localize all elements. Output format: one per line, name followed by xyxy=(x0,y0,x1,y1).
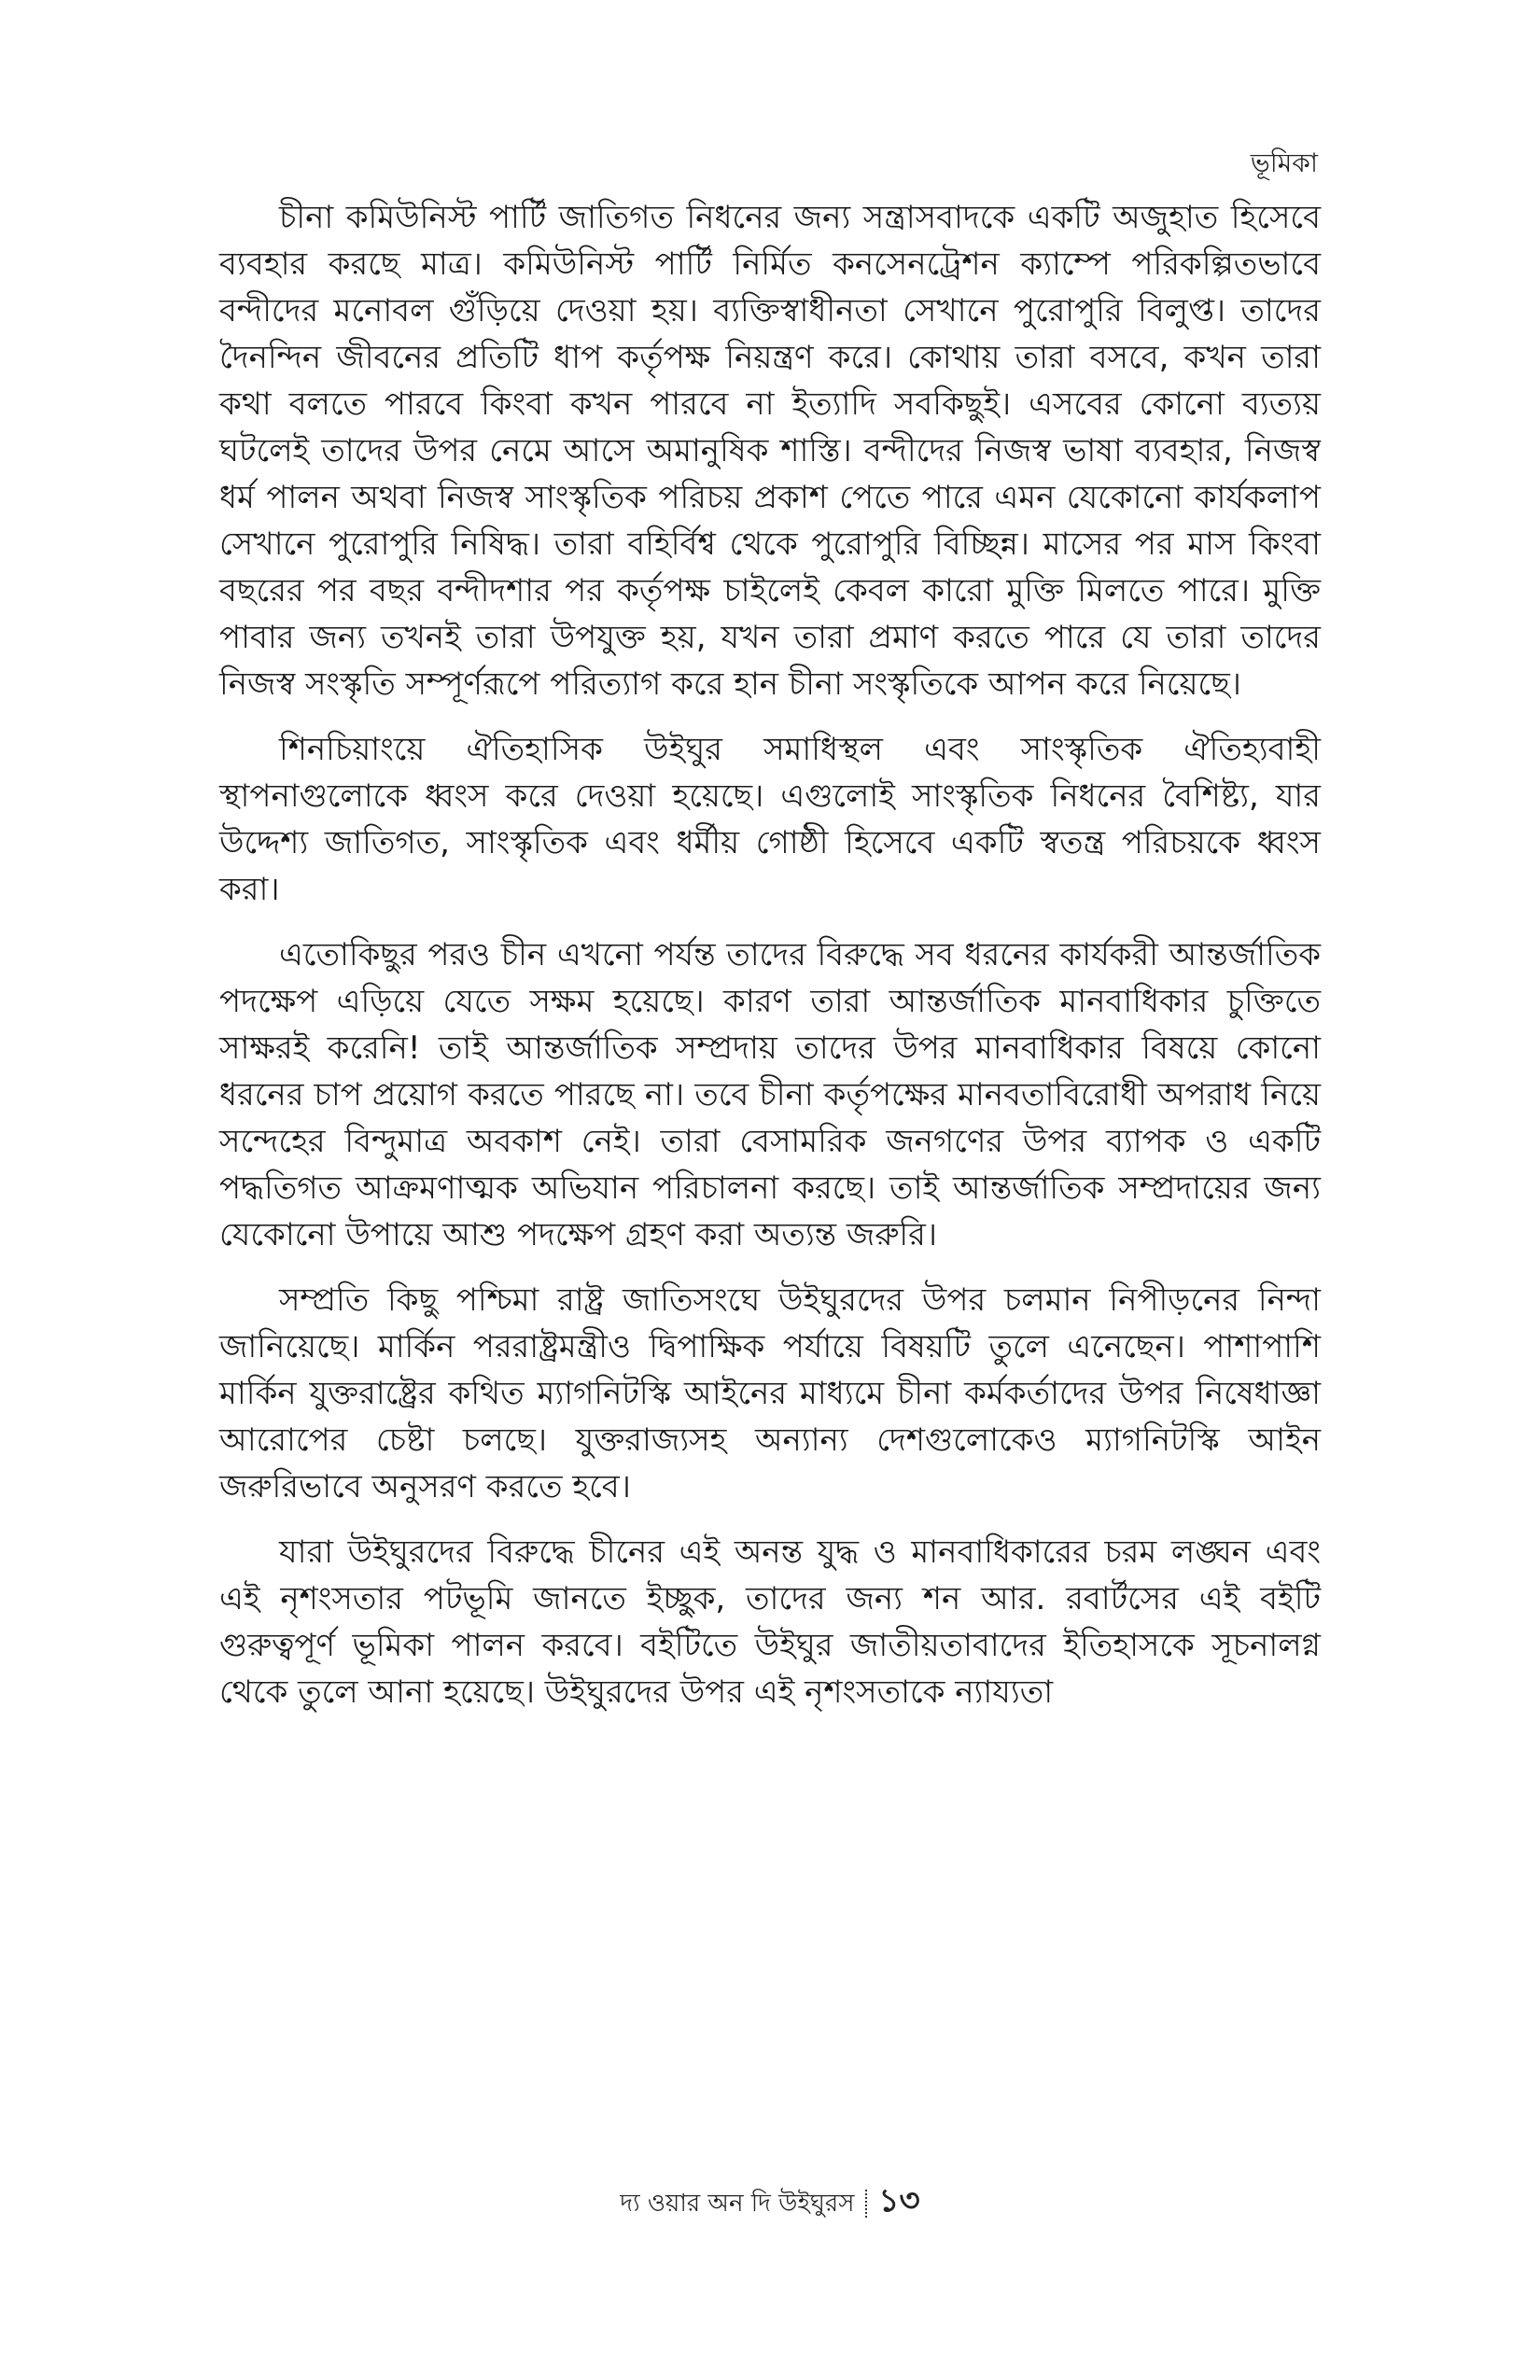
running-header: ভূমিকা xyxy=(1250,147,1318,178)
footer-book-title: দ্য ওয়ার অন দি উইঘুরস xyxy=(620,2190,855,2218)
paragraph-5: যারা উইঘুরদের বিরুদ্ধে চীনের এই অনন্ত যুদ্ধ ও মানবাধিকারের চরম লঙ্ঘন এবং এই নৃশংসতার পটভূমি জানতে ইচ্ছুক, তাদের জন্য শন আর. রবার্টসের এই বইটি গুরুত্বপূর্ণ ভূমিকা পালন করবে। বইটিতে উইঘুর জাতীয়তাবাদের ইতিহাসকে সূচনালগ্ন থেকে তুলে আনা হয়েছে। উইঘুরদের উপর এই নৃশংসতাকে ন্যায্যতা xyxy=(219,1533,1321,1711)
paragraph-4: সম্প্রতি কিছু পশ্চিমা রাষ্ট্র জাতিসংঘে উইঘুরদের উপর চলমান নিপীড়নের নিন্দা জানিয়েছে। মার্কিন পররাষ্ট্রমন্ত্রীও দ্বিপাক্ষিক পর্যায়ে বিষয়টি তুলে এনেছেন। পাশাপাশি মার্কিন যুক্তরাষ্ট্রের কথিত ম্যাগনিটস্কি আইনের মাধ্যমে চীনা কর্মকর্তাদের উপর নিষেধাজ্ঞা আরোপের চেষ্টা চলছে। যুক্তরাজ্যসহ অন্যান্য দেশগুলোকেও ম্যাগনিটস্কি আইন জরুরিভাবে অনুসরণ করতে হবে। xyxy=(219,1281,1321,1505)
page-number: ১৩ xyxy=(878,2182,920,2219)
paragraph-2: শিনচিয়াংয়ে ঐতিহাসিক উইঘুর সমাধিস্থল এবং সাংস্কৃতিক ঐতিহ্যবাহী স্থাপনাগুলোকে ধ্বংস করে দেওয়া হয়েছে। এগুলোই সাংস্কৃতিক নিধনের বৈশিষ্ট্য, যার উদ্দেশ্য জাতিগত, সাংস্কৃতিক এবং ধর্মীয় গোষ্ঠী হিসেবে একটি স্বতন্ত্র পরিচয়কে ধ্বংস করা। xyxy=(219,731,1321,908)
paragraph-3: এতোকিছুর পরও চীন এখনো পর্যন্ত তাদের বিরুদ্ধে সব ধরনের কার্যকরী আন্তর্জাতিক পদক্ষেপ এড়িয়ে যেতে সক্ষম হয়েছে। কারণ তারা আন্তর্জাতিক মানবাধিকার চুক্তিতে সাক্ষরই করেনি! তাই আন্তর্জাতিক সম্প্রদায় তাদের উপর মানবাধিকার বিষয়ে কোনো ধরনের চাপ প্রয়োগ করতে পারছে না। তবে চীনা কর্তৃপক্ষের মানবতাবিরোধী অপরাধ নিয়ে সন্দেহের বিন্দুমাত্র অবকাশ নেই। তারা বেসামরিক জনগণের উপর ব্যাপক ও একটি পদ্ধতিগত আক্রমণাত্মক অভিযান পরিচালনা করছে। তাই আন্তর্জাতিক সম্প্রদায়ের জন্য যেকোনো উপায়ে আশু পদক্ষেপ গ্রহণ করা অত্যন্ত জরুরি। xyxy=(219,936,1321,1253)
page-footer xyxy=(0,2182,1540,2222)
footer-separator xyxy=(865,2190,867,2218)
body-text xyxy=(219,194,1321,1734)
paragraph-1: চীনা কমিউনিস্ট পার্টি জাতিগত নিধনের জন্য সন্ত্রাসবাদকে একটি অজুহাত হিসেবে ব্যবহার করছে মাত্র। কমিউনিস্ট পার্টি নির্মিত কনসেনট্রেশন ক্যাম্পে পরিকল্পিতভাবে বন্দীদের মনোবল গুঁড়িয়ে দেওয়া হয়। ব্যক্তিস্বাধীনতা সেখানে পুরোপুরি বিলুপ্ত। তাদের দৈনন্দিন জীবনের প্রতিটি ধাপ কর্তৃপক্ষ নিয়ন্ত্রণ করে। কোথায় তারা বসবে, কখন তারা কথা বলতে পারবে কিংবা কখন পারবে না ইত্যাদি সবকিছুই। এসবের কোনো ব্যত্যয় ঘটলেই তাদের উপর নেমে আসে অমানুষিক শাস্তি। বন্দীদের নিজস্ব ভাষা ব্যবহার, নিজস্ব ধর্ম পালন অথবা নিজস্ব সাংস্কৃতিক পরিচয় প্রকাশ পেতে পারে এমন যেকোনো কার্যকলাপ সেখানে পুরোপুরি নিষিদ্ধ। তারা বহির্বিশ্ব থেকে পুরোপুরি বিচ্ছিন্ন। মাসের পর মাস কিংবা বছরের পর বছর বন্দীদশার পর কর্তৃপক্ষ চাইলেই কেবল কারো মুক্তি মিলতে পারে। মুক্তি পাবার জন্য তখনই তারা উপযুক্ত হয়, যখন তারা প্রমাণ করতে পারে যে তারা তাদের নিজস্ব সংস্কৃতি সম্পূর্ণরূপে পরিত্যাগ করে হান চীনা সংস্কৃতিকে আপন করে নিয়েছে। xyxy=(219,199,1321,703)
